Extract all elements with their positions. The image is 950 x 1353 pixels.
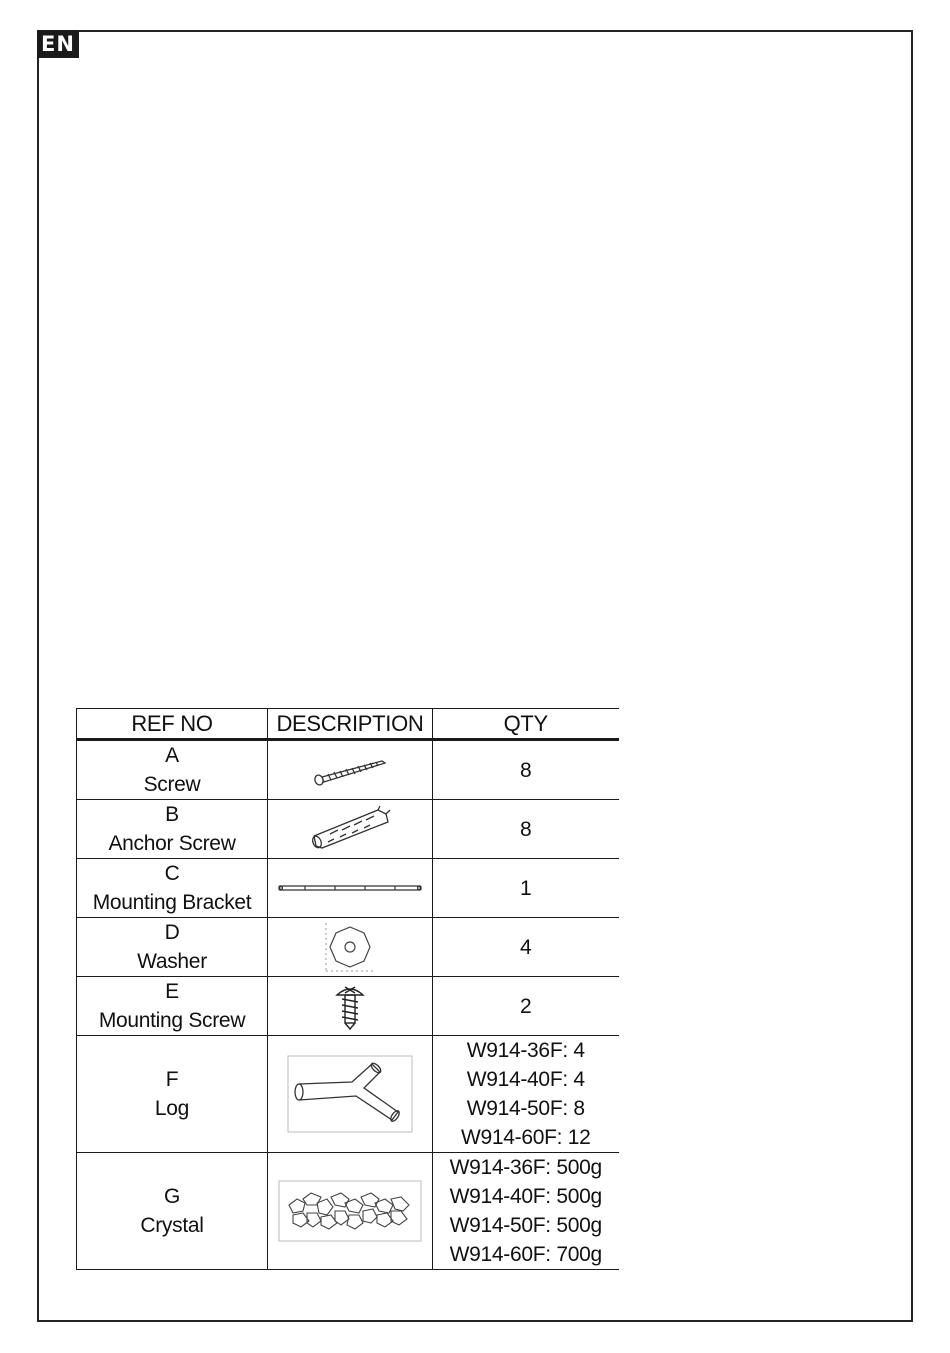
header-qty: QTY bbox=[433, 709, 619, 740]
part-name: Anchor Screw bbox=[108, 832, 236, 855]
ref-cell bbox=[77, 1036, 268, 1153]
qty-cell bbox=[433, 859, 619, 918]
table-row bbox=[77, 977, 619, 1036]
qty-cell bbox=[433, 1153, 619, 1270]
qty-cell bbox=[433, 800, 619, 859]
header-ref-no: REF NO bbox=[77, 709, 268, 740]
qty-cell bbox=[433, 1036, 619, 1153]
part-name: Crystal bbox=[140, 1214, 204, 1237]
qty-value: W914-60F: 12 bbox=[461, 1126, 591, 1149]
screw-icon bbox=[310, 752, 390, 788]
ref-cell bbox=[77, 977, 268, 1036]
description-cell bbox=[268, 1153, 433, 1270]
table-row bbox=[77, 1036, 619, 1153]
table-header-row bbox=[77, 709, 619, 740]
parts-list-table bbox=[76, 708, 619, 1270]
qty-cell bbox=[433, 918, 619, 977]
qty-value: W914-50F: 500g bbox=[449, 1214, 602, 1237]
ref-letter: A bbox=[165, 744, 179, 767]
log-icon bbox=[286, 1054, 414, 1134]
mounting-screw-icon bbox=[332, 981, 368, 1031]
part-name: Log bbox=[154, 1097, 190, 1120]
ref-letter: F bbox=[165, 1068, 179, 1091]
description-cell bbox=[268, 1036, 433, 1153]
qty-value: W914-60F: 700g bbox=[449, 1243, 602, 1266]
header-description: DESCRIPTION bbox=[268, 709, 433, 740]
language-badge: EN bbox=[37, 30, 79, 58]
ref-cell bbox=[77, 1153, 268, 1270]
ref-cell bbox=[77, 859, 268, 918]
part-name: Mounting Bracket bbox=[92, 891, 252, 914]
anchor-screw-icon bbox=[308, 804, 392, 854]
ref-cell bbox=[77, 918, 268, 977]
ref-cell bbox=[77, 800, 268, 859]
table-row bbox=[77, 918, 619, 977]
qty-value: 2 bbox=[520, 994, 532, 1018]
part-name: Washer bbox=[137, 950, 207, 973]
ref-cell bbox=[77, 740, 268, 800]
ref-letter: G bbox=[163, 1185, 181, 1208]
qty-value: W914-36F: 4 bbox=[466, 1039, 585, 1062]
table-row bbox=[77, 800, 619, 859]
description-cell bbox=[268, 859, 433, 918]
part-name: Mounting Screw bbox=[98, 1009, 246, 1032]
table-row bbox=[77, 1153, 619, 1270]
qty-value: W914-36F: 500g bbox=[449, 1156, 602, 1179]
mounting-bracket-icon bbox=[275, 881, 425, 895]
washer-icon bbox=[324, 921, 376, 973]
qty-cell bbox=[433, 977, 619, 1036]
qty-value: W914-40F: 500g bbox=[449, 1185, 602, 1208]
description-cell bbox=[268, 800, 433, 859]
table-row bbox=[77, 859, 619, 918]
ref-letter: E bbox=[165, 980, 179, 1003]
qty-value: W914-40F: 4 bbox=[466, 1068, 585, 1091]
description-cell bbox=[268, 740, 433, 800]
qty-value: 1 bbox=[520, 876, 532, 900]
qty-value: 8 bbox=[520, 758, 532, 782]
ref-letter: C bbox=[164, 862, 180, 885]
ref-letter: B bbox=[165, 803, 179, 826]
qty-value: W914-50F: 8 bbox=[466, 1097, 585, 1120]
qty-cell bbox=[433, 740, 619, 800]
part-name: Screw bbox=[143, 773, 201, 796]
qty-value: 8 bbox=[520, 817, 532, 841]
crystal-icon bbox=[277, 1179, 423, 1243]
ref-letter: D bbox=[164, 921, 180, 944]
table-row bbox=[77, 740, 619, 800]
description-cell bbox=[268, 977, 433, 1036]
description-cell bbox=[268, 918, 433, 977]
qty-value: 4 bbox=[520, 935, 532, 959]
